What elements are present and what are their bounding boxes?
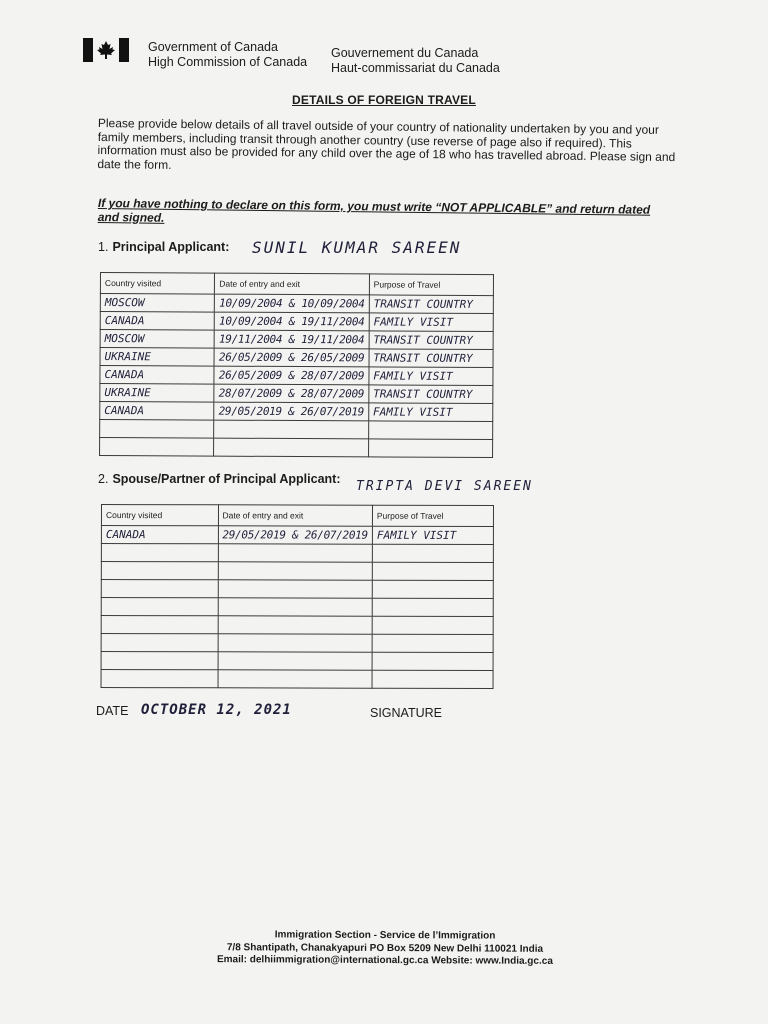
table-row: MOSCOW 19/11/2004 & 19/11/2004 TRANSIT COUNTRY xyxy=(100,330,493,350)
table-row xyxy=(101,616,493,635)
not-applicable-notice: If you have nothing to declare on this form, you must write “NOT APPLICABLE” and return dated and signed. xyxy=(97,196,651,225)
table-row: CANADA 29/05/2019 & 26/07/2019 FAMILY VISIT xyxy=(101,526,493,545)
table-row xyxy=(100,438,493,458)
table-row: MOSCOW 10/09/2004 & 10/09/2004 TRANSIT COUNTRY xyxy=(100,294,493,314)
section2-label: 2. Spouse/Partner of Principal Applicant: xyxy=(98,472,341,486)
column-header-dates: Date of entry and exit xyxy=(215,273,370,295)
date-label: DATE xyxy=(96,704,129,718)
section1-label: 1. Principal Applicant: xyxy=(98,240,230,254)
principal-travel-rows xyxy=(100,294,494,458)
table-row xyxy=(101,652,493,671)
table-row xyxy=(101,544,493,563)
spouse-name: TRIPTA DEVI SAREEN xyxy=(356,479,533,494)
column-header-purpose: Purpose of Travel xyxy=(372,505,493,526)
principal-travel-table xyxy=(99,272,494,458)
column-header-purpose: Purpose of Travel xyxy=(369,274,493,296)
table-row xyxy=(101,634,493,653)
table-row xyxy=(101,670,493,689)
table-row xyxy=(101,580,493,599)
table-row: UKRAINE 26/05/2009 & 26/05/2009 TRANSIT COUNTRY xyxy=(100,348,493,368)
signature-label: SIGNATURE xyxy=(370,706,442,720)
table-row: CANADA 10/09/2004 & 19/11/2004 FAMILY VISIT xyxy=(100,312,493,332)
form-instructions: Please provide below details of all travel outside of your country of nationality undertaken by you and your family members, including transit through another country (use reverse of page also if required). This information must also be provided for any child over the age of 18 who has travelled abroad. Please sign and date the form. xyxy=(97,116,676,172)
table-row: UKRAINE 28/07/2009 & 28/07/2009 TRANSIT COUNTRY xyxy=(100,384,493,404)
canada-flag-icon xyxy=(83,38,129,62)
table-row: CANADA 26/05/2009 & 28/07/2009 FAMILY VISIT xyxy=(100,366,493,386)
footer-address: Immigration Section - Service de l’Immigration 7/8 Shantipath, Chanakyapuri PO Box 5209 New Delhi 110021 India Email: delhiimmigration@international.gc.ca Website: www.India.gc.ca xyxy=(216,929,553,967)
principal-applicant-name: SUNIL KUMAR SAREEN xyxy=(252,238,462,257)
table-row xyxy=(100,420,493,440)
government-name-french: Gouvernement du Canada Haut-commissariat du Canada xyxy=(331,46,500,75)
form-title: DETAILS OF FOREIGN TRAVEL xyxy=(292,93,476,107)
column-header-country: Country visited xyxy=(101,505,218,526)
spouse-travel-rows xyxy=(101,526,493,689)
column-header-dates: Date of entry and exit xyxy=(218,505,372,526)
table-row xyxy=(101,598,493,617)
spouse-travel-table xyxy=(101,504,494,689)
table-row xyxy=(101,562,493,581)
government-name-english: Government of Canada High Commission of Canada xyxy=(148,40,308,69)
table-row: CANADA 29/05/2019 & 26/07/2019 FAMILY VISIT xyxy=(100,402,493,422)
column-header-country: Country visited xyxy=(100,273,214,295)
date-value: OCTOBER 12, 2021 xyxy=(141,702,292,718)
